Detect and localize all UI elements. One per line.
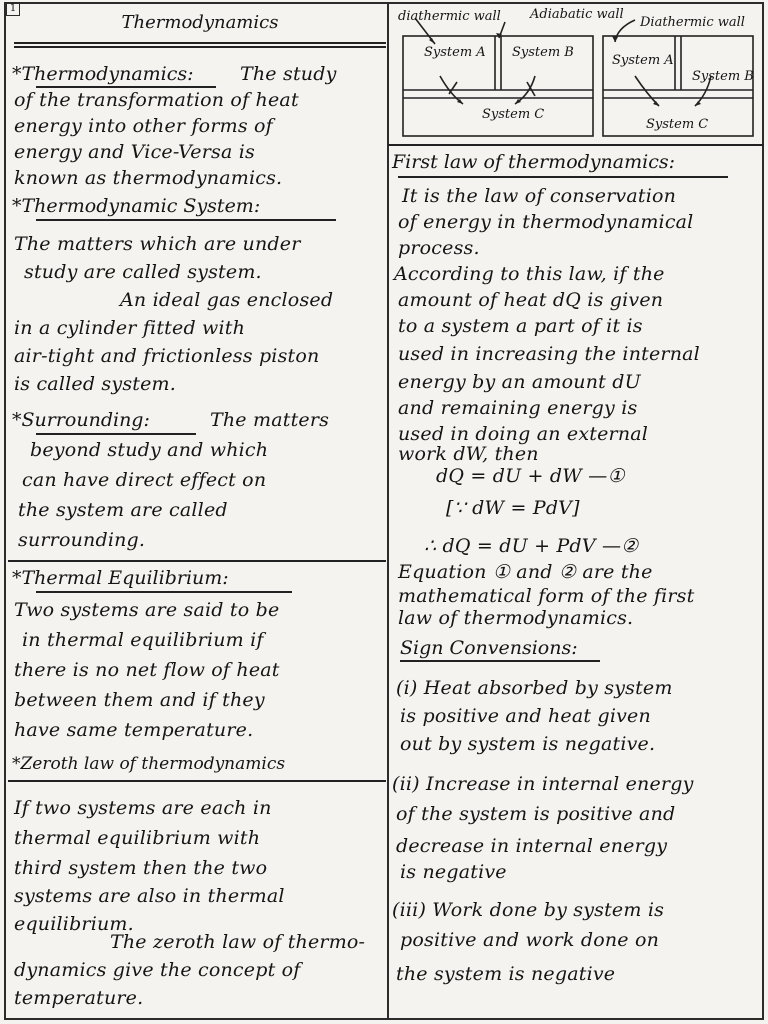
text-line: is positive and heat given bbox=[400, 705, 651, 727]
text-line: temperature. bbox=[14, 987, 144, 1009]
text-line: to a system a part of it is bbox=[398, 315, 643, 337]
text-line: known as thermodynamics. bbox=[14, 167, 283, 189]
text-line: in a cylinder fitted with bbox=[14, 317, 246, 339]
text-line: According to this law, if the bbox=[394, 263, 665, 285]
text-line: the system is negative bbox=[396, 963, 616, 985]
system-c-label: System C bbox=[482, 107, 545, 122]
text-line: Two systems are said to be bbox=[14, 599, 280, 621]
text-line: An ideal gas enclosed bbox=[120, 289, 334, 311]
title-underline-2 bbox=[14, 46, 386, 48]
text-line: beyond study and which bbox=[30, 439, 269, 461]
text-line: energy into other forms of bbox=[14, 115, 273, 137]
text-line: (i) Heat absorbed by system bbox=[396, 677, 673, 699]
system-b-label-2: System B bbox=[692, 69, 754, 84]
heading-underline bbox=[36, 433, 196, 435]
section-heading: *Thermodynamics: bbox=[12, 63, 194, 85]
diathermic-wall-label: diathermic wall bbox=[398, 9, 501, 24]
text-line: surrounding. bbox=[18, 529, 146, 551]
text-line: of energy in thermodynamical bbox=[398, 211, 694, 233]
text-line: out by system is negative. bbox=[400, 733, 656, 755]
text-line: is negative bbox=[400, 861, 507, 883]
text-line: (iii) Work done by system is bbox=[392, 899, 665, 921]
equation-2: ∴ dQ = dU + PdV —② bbox=[424, 535, 639, 557]
text-line: The zeroth law of thermo- bbox=[110, 931, 366, 953]
heading-underline bbox=[398, 176, 728, 178]
title-underline bbox=[14, 42, 386, 44]
system-c-label-2: System C bbox=[646, 117, 709, 132]
text-line: there is no net flow of heat bbox=[14, 659, 280, 681]
text-line: decrease in internal energy bbox=[396, 835, 668, 857]
section-divider bbox=[8, 560, 386, 562]
text-line: energy and Vice-Versa is bbox=[14, 141, 255, 163]
diagram-divider bbox=[388, 144, 764, 146]
system-b-label: System B bbox=[512, 45, 574, 60]
section-heading: First law of thermodynamics: bbox=[392, 151, 675, 173]
system-a-label: System A bbox=[424, 45, 486, 60]
text-line: the system are called bbox=[18, 499, 228, 521]
title-text: Thermodynamics bbox=[121, 12, 279, 33]
diathermic-wall-label-2: Diathermic wall bbox=[640, 15, 745, 30]
heading-underline bbox=[400, 660, 600, 662]
text-line: The matters which are under bbox=[14, 233, 301, 255]
text-line: amount of heat dQ is given bbox=[398, 289, 664, 311]
text-line: is called system. bbox=[14, 373, 177, 395]
text-line: dynamics give the concept of bbox=[14, 959, 301, 981]
section-heading: *Thermal Equilibrium: bbox=[12, 567, 229, 589]
heading-underline bbox=[36, 219, 336, 221]
text-line: used in increasing the internal bbox=[398, 343, 700, 365]
text-line: mathematical form of the first bbox=[398, 585, 695, 607]
text-line: study are called system. bbox=[24, 261, 262, 283]
text-line: used in doing an external bbox=[398, 423, 649, 445]
text-line: between them and if they bbox=[14, 689, 265, 711]
text-line: have same temperature. bbox=[14, 719, 254, 741]
equation-1: dQ = dU + dW —① bbox=[436, 465, 625, 487]
text-line: can have direct effect on bbox=[22, 469, 267, 491]
text-line: It is the law of conservation bbox=[402, 185, 677, 207]
text-line: positive and work done on bbox=[400, 929, 660, 951]
text-line: third system then the two bbox=[14, 857, 268, 879]
heading-underline bbox=[36, 591, 292, 593]
text-line: law of thermodynamics. bbox=[398, 607, 634, 629]
text-line: in thermal equilibrium if bbox=[22, 629, 264, 651]
text-line: equilibrium. bbox=[14, 913, 134, 935]
heading-underline bbox=[8, 780, 386, 782]
equation-note: [∵ dW = PdV] bbox=[446, 497, 580, 519]
text-line: (ii) Increase in internal energy bbox=[392, 773, 694, 795]
text-line: of the transformation of heat bbox=[14, 89, 299, 111]
text-line: systems are also in thermal bbox=[14, 885, 285, 907]
section-heading: *Zeroth law of thermodynamics bbox=[12, 754, 286, 774]
text-line: The matters bbox=[210, 409, 330, 431]
text-line: Equation ① and ② are the bbox=[398, 561, 653, 583]
text-line: air-tight and frictionless piston bbox=[14, 345, 320, 367]
text-line: and remaining energy is bbox=[398, 397, 638, 419]
column-divider bbox=[387, 2, 389, 1020]
section-heading: *Surrounding: bbox=[12, 409, 150, 431]
text-line: work dW, then bbox=[398, 443, 539, 465]
section-heading: *Thermodynamic System: bbox=[12, 195, 261, 217]
text-line: process. bbox=[398, 237, 480, 259]
adiabatic-wall-label: Adiabatic wall bbox=[530, 7, 624, 22]
text-line: The study bbox=[240, 63, 337, 85]
text-line: If two systems are each in bbox=[14, 797, 272, 819]
system-a-label-2: System A bbox=[612, 53, 674, 68]
text-line: energy by an amount dU bbox=[398, 371, 641, 393]
text-line: of the system is positive and bbox=[396, 803, 676, 825]
page-number: 1 bbox=[6, 2, 20, 16]
text-line: thermal equilibrium with bbox=[14, 827, 261, 849]
section-heading: Sign Convensions: bbox=[400, 637, 578, 659]
